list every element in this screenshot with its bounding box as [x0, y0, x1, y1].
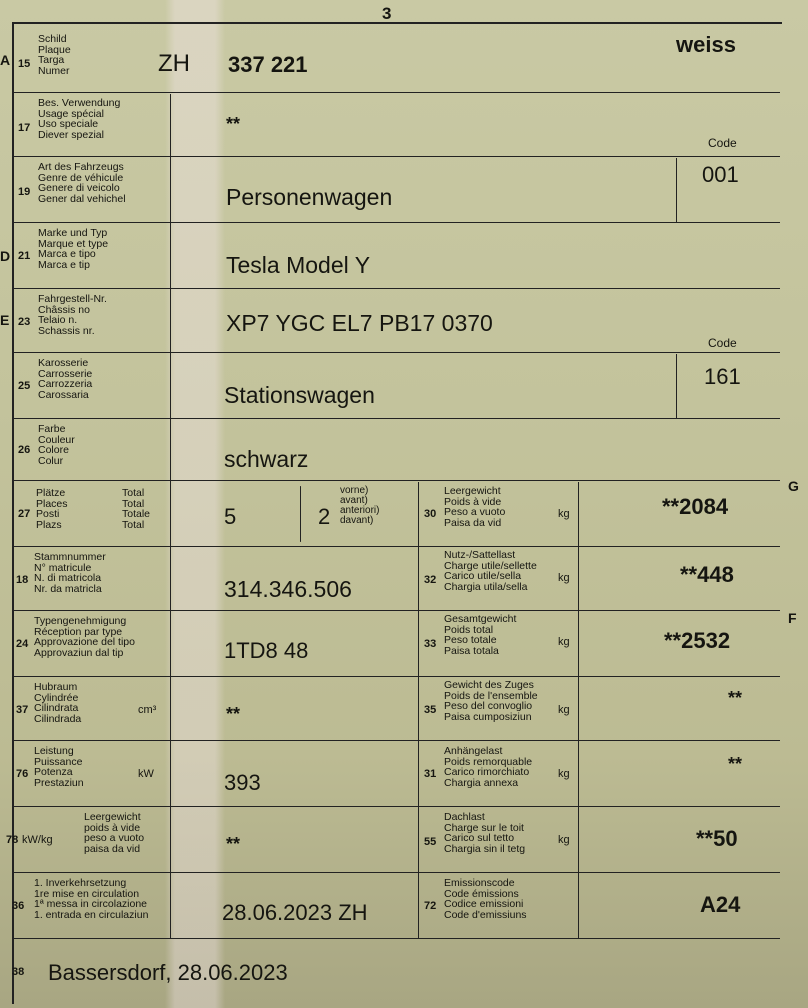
kw-kg-label: Leergewicht poids à vide peso a vuoto paisa da vid — [84, 811, 145, 855]
train-weight-label: Gewicht des Zuges Poids de l'ensemble Peso del convoglio Paisa cumposiziun — [444, 679, 538, 723]
row-divider — [12, 676, 780, 677]
code-box-divider — [676, 354, 677, 418]
field-number: 33 — [424, 638, 437, 650]
field-number: 21 — [18, 250, 31, 262]
power-label: Leistung Puissance Potenza Prestaziun — [34, 745, 84, 789]
kg-unit: kg — [558, 572, 570, 584]
total-weight-label: Gesamtgewicht Poids total Peso totale Paisa totala — [444, 613, 517, 657]
seats-front-label: vorne) avant) anteriori) davant) — [340, 485, 380, 526]
plate-color: weiss — [676, 32, 736, 57]
field-number: 37 — [16, 704, 29, 716]
kg-unit: kg — [558, 834, 570, 846]
row-divider — [12, 156, 780, 157]
side-marker-a: A — [0, 52, 11, 68]
field-number: 35 — [424, 704, 437, 716]
row-divider — [12, 546, 780, 547]
place-date-value: Bassersdorf, 28.06.2023 — [48, 960, 288, 985]
trailer-load-label: Anhängelast Poids remorquable Carico rimorchiato Chargia annexa — [444, 745, 533, 789]
field-number: 76 — [16, 768, 29, 780]
type-approval-label: Typengenehmigung Réception par type Approvazione del tipo Approvaziun dal tip — [34, 615, 135, 659]
roof-load-value: **50 — [696, 826, 738, 851]
body-value: Stationswagen — [224, 382, 375, 408]
side-marker-d: D — [0, 248, 11, 264]
field-number: 19 — [18, 186, 31, 198]
row-divider — [12, 610, 780, 611]
power-unit: kW — [138, 768, 154, 780]
base-number-value: 314.346.506 — [224, 576, 352, 602]
color-value: schwarz — [224, 446, 309, 472]
payload-label: Nutz-/Sattellast Charge utile/sellette Carico utile/sella Chargia utila/sella — [444, 549, 537, 593]
seats-total-label: Total Total Totale Total — [122, 487, 151, 531]
kg-unit: kg — [558, 508, 570, 520]
first-registration-value: 28.06.2023 ZH — [222, 900, 368, 925]
payload-value: **448 — [680, 562, 734, 587]
displacement-unit: cm³ — [138, 704, 157, 716]
field-number: 30 — [424, 508, 437, 520]
kw-kg-value: ** — [226, 834, 241, 854]
side-marker-g: G — [788, 478, 799, 494]
vehicle-type-label: Art des Fahrzeugs Genre de véhicule Genere di veicolo Gener dal vehichel — [38, 161, 126, 205]
empty-weight-label: Leergewicht Poids à vide Peso a vuoto Paisa da vid — [444, 485, 506, 529]
field-number: 27 — [18, 508, 31, 520]
field-number: 26 — [18, 444, 31, 456]
field-number: 24 — [16, 638, 29, 650]
field-number: 31 — [424, 768, 437, 780]
total-weight-value: **2532 — [664, 628, 731, 653]
mid-column-divider — [418, 482, 419, 938]
first-registration-label: 1. Inverkehrsetzung 1re mise en circulation 1ª messa in circolazione 1. entrada en circulaziun — [34, 877, 149, 921]
field-number: 78 — [6, 834, 19, 846]
plate-label: Schild Plaque Targa Numer — [38, 33, 71, 77]
code-label: Code — [708, 336, 737, 350]
base-number-label: Stammnummer N° matricule N. di matricola Nr. da matricla — [34, 551, 106, 595]
seats-front-value: 2 — [318, 504, 331, 529]
field-number: 25 — [18, 380, 31, 392]
kg-unit: kg — [558, 704, 570, 716]
row-divider — [12, 418, 780, 419]
body-label: Karosserie Carrosserie Carrozzeria Carossaria — [38, 357, 93, 401]
label-column-divider — [170, 94, 171, 938]
field-number: 15 — [18, 58, 31, 70]
empty-weight-value: **2084 — [662, 494, 729, 519]
seats-label: Plätze Places Posti Plazs — [36, 487, 68, 531]
kw-kg-unit: kW/kg — [22, 834, 53, 846]
kg-unit: kg — [558, 636, 570, 648]
chassis-value: XP7 YGC EL7 PB17 0370 — [226, 310, 493, 336]
type-approval-value: 1TD8 48 — [224, 638, 309, 663]
vehicle-type-code: 001 — [702, 162, 739, 187]
row-divider — [12, 92, 780, 93]
field-number: 17 — [18, 122, 31, 134]
field-number: 55 — [424, 836, 437, 848]
vehicle-type-value: Personenwagen — [226, 184, 393, 210]
row-divider — [12, 740, 780, 741]
color-label: Farbe Couleur Colore Colur — [38, 423, 75, 467]
row-divider — [12, 872, 780, 873]
row-divider — [12, 288, 780, 289]
field-number: 72 — [424, 900, 437, 912]
make-model-value: Tesla Model Y — [226, 252, 371, 278]
kg-unit: kg — [558, 768, 570, 780]
emission-code-value: A24 — [700, 892, 741, 917]
plate-number: 337 221 — [228, 52, 308, 77]
row-divider — [12, 480, 780, 481]
seats-bracket — [300, 486, 301, 542]
field-number: 36 — [12, 900, 25, 912]
side-marker-f: F — [788, 610, 797, 626]
row-divider — [12, 938, 780, 939]
body-code: 161 — [704, 364, 741, 389]
trailer-load-value: ** — [728, 754, 743, 774]
row-divider — [12, 352, 780, 353]
plate-canton: ZH — [158, 50, 190, 77]
code-box-divider — [676, 158, 677, 222]
chassis-label: Fahrgestell-Nr. Châssis no Telaio n. Schassis nr. — [38, 293, 107, 337]
field-number: 23 — [18, 316, 31, 328]
special-use-value: ** — [226, 114, 241, 134]
weight-label-divider — [578, 482, 579, 938]
displacement-value: ** — [226, 704, 241, 724]
make-model-label: Marke und Typ Marque et type Marca e tipo Marca e tip — [38, 227, 109, 271]
train-weight-value: ** — [728, 688, 743, 708]
row-divider — [12, 222, 780, 223]
emission-code-label: Emissionscode Code émissions Codice emissioni Code d'emissiuns — [444, 877, 527, 921]
displacement-label: Hubraum Cylindrée Cilindrata Cilindrada — [34, 681, 82, 725]
power-value: 393 — [224, 770, 261, 795]
field-number: 32 — [424, 574, 437, 586]
seats-value: 5 — [224, 504, 237, 529]
side-marker-e: E — [0, 312, 10, 328]
field-number: 18 — [16, 574, 29, 586]
page-number: 3 — [382, 4, 392, 23]
field-number: 38 — [12, 966, 25, 978]
roof-load-label: Dachlast Charge sur le toit Carico sul tetto Chargia sin il tetg — [444, 811, 526, 855]
row-divider — [12, 806, 780, 807]
special-use-label: Bes. Verwendung Usage spécial Uso speciale Diever spezial — [38, 97, 121, 141]
code-label: Code — [708, 136, 737, 150]
